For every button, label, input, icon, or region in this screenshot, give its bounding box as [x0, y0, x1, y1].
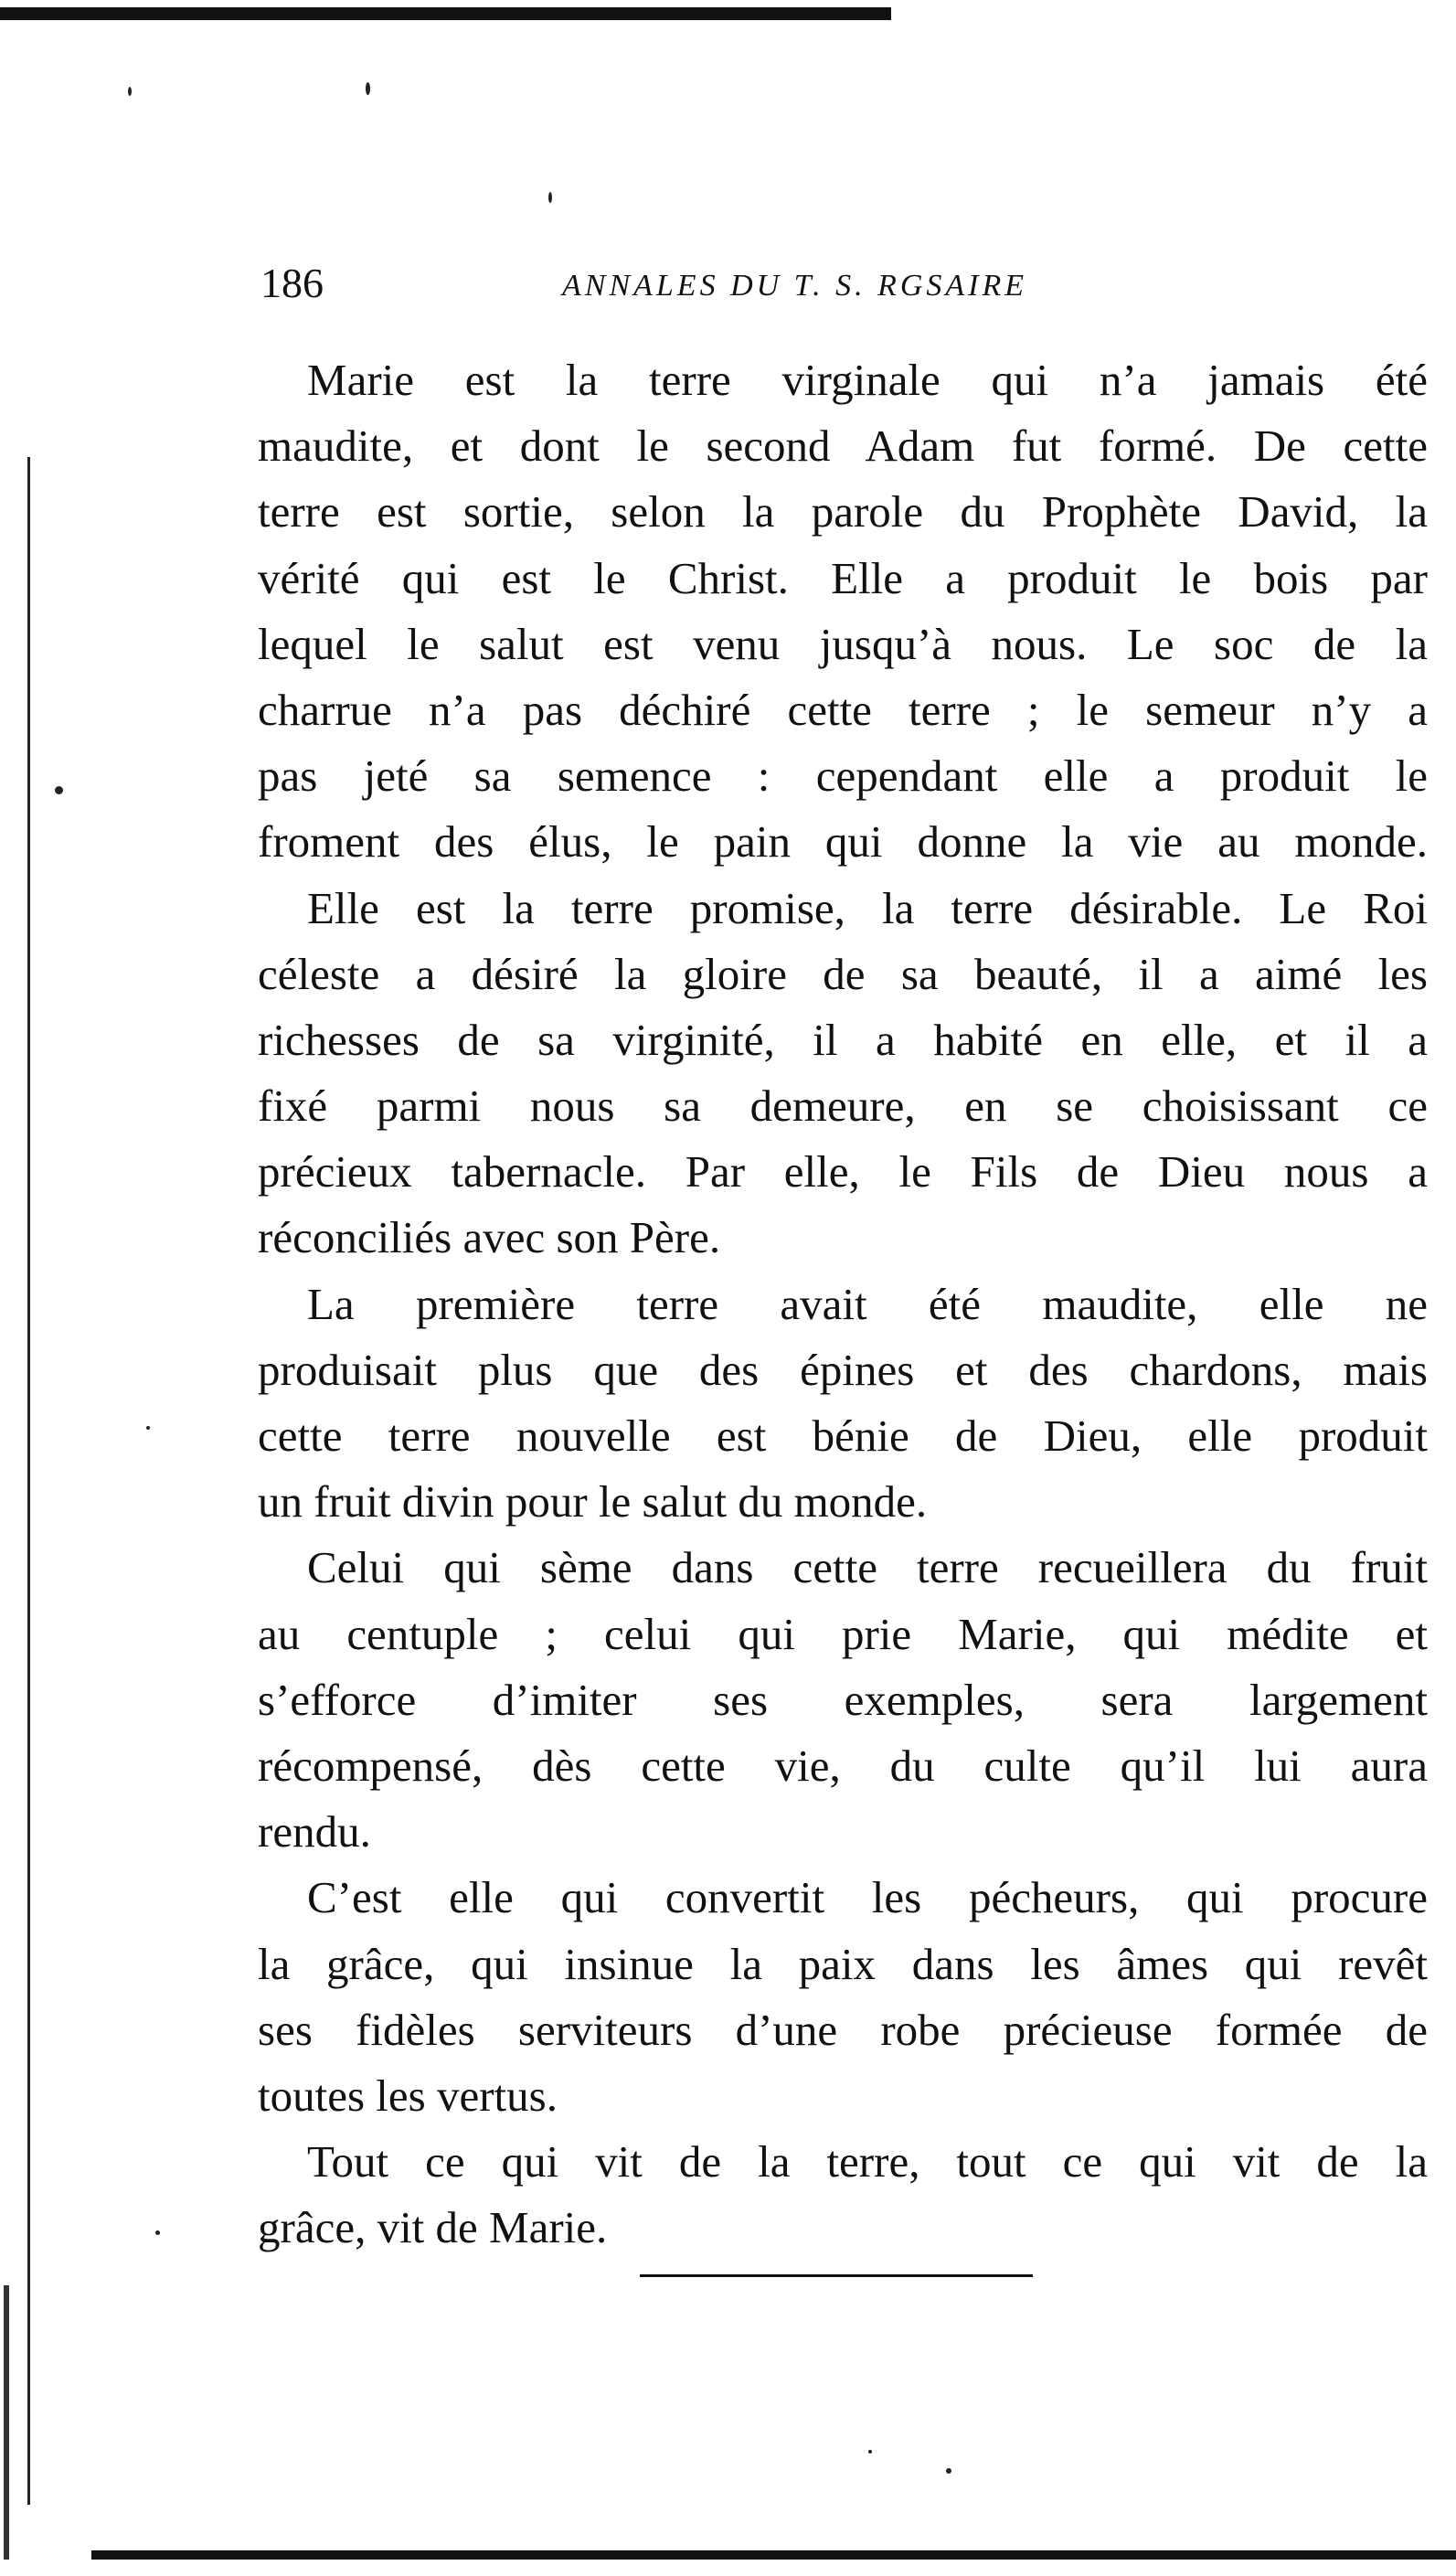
paragraph — [258, 1535, 1428, 1865]
text-line: vérité qui est le Christ. Elle a produit le bois par — [258, 552, 1428, 603]
paragraph — [258, 347, 1428, 876]
text-line: céleste a désiré la gloire de sa beauté, il a aimé les — [258, 948, 1428, 999]
text-line: richesses de sa virginité, il a habité en elle, et il a — [258, 1014, 1428, 1065]
scan-speck — [128, 87, 132, 96]
scan-speck — [155, 2230, 160, 2235]
text-line: s’efforce d’imiter ses exemples, sera largement — [258, 1674, 1428, 1725]
text-line: terre est sortie, selon la parole du Prophète David, la — [258, 486, 1428, 538]
text-line: toutes les vertus. — [258, 2070, 558, 2121]
text-line: rendu. — [258, 1806, 371, 1857]
text-line: au centuple ; celui qui prie Marie, qui médite et — [258, 1608, 1428, 1659]
text-line: La première terre avait été maudite, elle ne — [307, 1278, 1428, 1329]
text-line: charrue n’a pas déchiré cette terre ; le semeur n’y a — [258, 684, 1428, 735]
text-line: fixé parmi nous sa demeure, en se choisissant ce — [258, 1080, 1428, 1132]
page-header — [260, 258, 1421, 313]
paragraph — [258, 876, 1428, 1272]
scan-speck — [146, 1426, 150, 1430]
text-line: cette terre nouvelle est bénie de Dieu, elle produit — [258, 1410, 1428, 1461]
scan-speck — [868, 2450, 872, 2454]
scan-speck — [366, 82, 370, 95]
running-head: ANNALES DU T. S. RGSAIRE — [562, 269, 1028, 303]
text-line: récompensé, dès cette vie, du culte qu’il lui aura — [258, 1740, 1428, 1791]
scan-left-edge — [27, 457, 30, 2505]
scan-speck — [55, 786, 63, 794]
text-line: Elle est la terre promise, la terre désirable. Le Roi — [307, 882, 1428, 933]
text-line: C’est elle qui convertit les pécheurs, qui procure — [307, 1872, 1428, 1923]
text-line: Marie est la terre virginale qui n’a jamais été — [307, 355, 1428, 405]
text-line: la grâce, qui insinue la paix dans les âmes qui revêt — [258, 1938, 1428, 1989]
scan-bottom-border — [91, 2550, 1456, 2560]
text-line: précieux tabernacle. Par elle, le Fils de Dieu nous a — [258, 1146, 1428, 1198]
paragraph — [258, 2129, 1428, 2261]
text-line: pas jeté sa semence : cependant elle a produit le — [258, 750, 1428, 802]
text-line: maudite, et dont le second Adam fut formé. De cette — [258, 420, 1428, 472]
text-line: froment des élus, le pain qui donne la vie au monde. — [258, 816, 1428, 868]
body-text — [258, 347, 1428, 2261]
scan-top-border — [0, 7, 891, 20]
text-line: grâce, vit de Marie. — [258, 2202, 608, 2253]
text-line: ses fidèles serviteurs d’une robe précieuse formée de — [258, 2004, 1428, 2055]
text-line: un fruit divin pour le salut du monde. — [258, 1476, 928, 1528]
text-line: produisait plus que des épines et des chardons, mais — [258, 1344, 1428, 1395]
text-line: Tout ce qui vit de la terre, tout ce qui vit de la — [307, 2136, 1428, 2187]
scan-speck — [548, 192, 552, 203]
scan-left-edge-dark — [4, 2285, 9, 2560]
paragraph — [258, 1865, 1428, 2129]
scan-speck — [946, 2468, 951, 2474]
text-line: Celui qui sème dans cette terre recueillera du fruit — [307, 1542, 1428, 1593]
page-number: 186 — [260, 260, 324, 306]
paragraph — [258, 1272, 1428, 1536]
text-line: lequel le salut est venu jusqu’à nous. Le soc de la — [258, 618, 1428, 669]
end-of-chapter-rule — [640, 2274, 1033, 2277]
text-line: réconciliés avec son Père. — [258, 1212, 721, 1263]
